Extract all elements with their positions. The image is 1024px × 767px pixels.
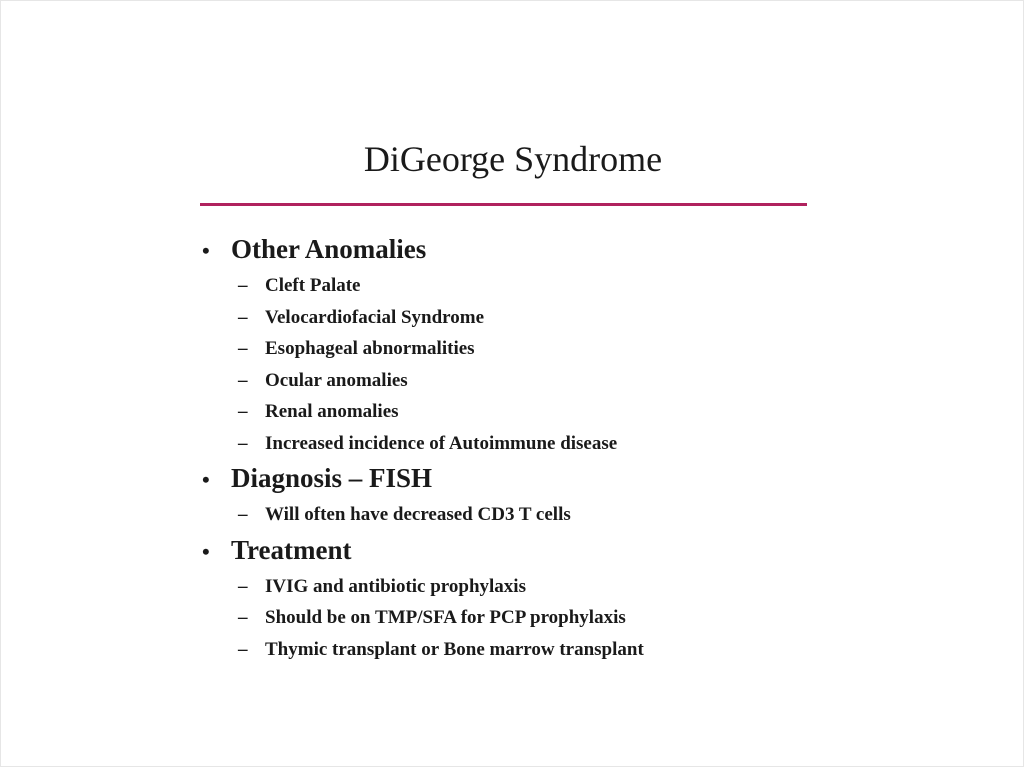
sub-item-text: Should be on TMP/SFA for PCP prophylaxis [265,607,626,628]
title-divider [200,203,807,206]
dash-icon: – [238,338,248,359]
sub-list [238,571,838,666]
sub-list [238,499,838,531]
sub-item-text: Will often have decreased CD3 T cells [265,504,571,525]
slide-title: DiGeorge Syndrome [363,139,663,179]
sub-item [238,634,838,666]
dash-icon: – [238,575,248,597]
bullet-heading [198,459,838,499]
dash-icon: – [238,638,248,660]
bullet-heading-text: Diagnosis – FISH [231,463,433,493]
sub-item [238,270,838,302]
sub-item-text: IVIG and antibiotic prophylaxis [265,575,526,597]
bullet-heading-text: Other Anomalies [231,234,427,264]
bullet-heading [198,531,838,571]
dash-icon: – [238,275,248,296]
dash-icon: – [238,432,248,454]
bullet-heading-text: Treatment [231,534,352,565]
sub-item [238,333,838,365]
dash-icon: – [238,504,248,525]
sub-item [238,499,838,531]
sub-item-text: Cleft Palate [265,275,361,296]
bullet-icon: • [202,538,210,564]
sub-item-text: Renal anomalies [265,401,399,422]
sub-item [238,302,838,334]
dash-icon: – [238,401,248,422]
sub-item-text: Esophageal abnormalities [265,338,475,359]
dash-icon: – [238,607,248,628]
sub-item-text: Velocardiofacial Syndrome [265,306,485,328]
sub-item [238,365,838,397]
sub-item [238,571,838,603]
sub-item-text: Increased incidence of Autoimmune disease [265,432,618,454]
sub-list [238,270,838,459]
sub-item-text: Ocular anomalies [265,369,408,391]
section-other-anomalies [198,230,838,459]
sub-item [238,602,838,634]
dash-icon: – [238,306,248,328]
sub-item-text: Thymic transplant or Bone marrow transplant [265,638,644,660]
sub-item [238,428,838,460]
bullet-heading [198,230,838,270]
sub-item [238,396,838,428]
bullet-icon: • [202,238,210,263]
slide-body [198,230,838,665]
section-diagnosis [198,459,838,531]
dash-icon: – [238,369,248,391]
section-treatment [198,531,838,666]
bullet-icon: • [202,467,210,492]
